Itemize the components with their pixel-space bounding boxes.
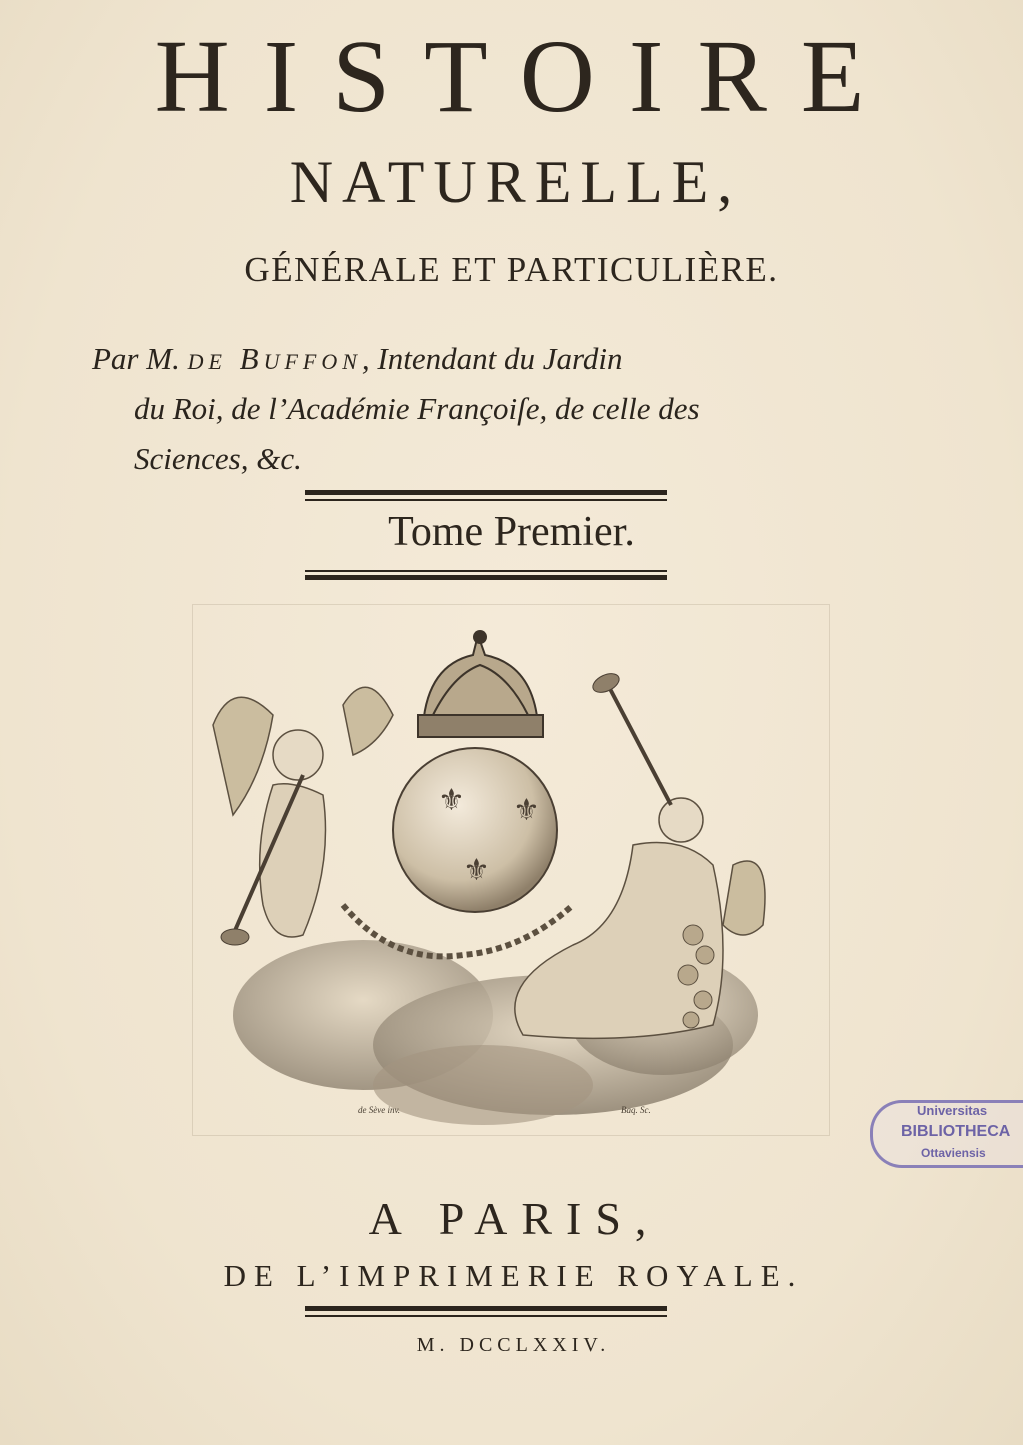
- library-stamp: [870, 1100, 1023, 1168]
- imprint-printer: DE L’IMPRIMERIE ROYALE.: [223, 1258, 804, 1293]
- imprint-year: M. DCCLXXIV.: [416, 1334, 611, 1356]
- double-rule-bottom-thick: [305, 575, 667, 580]
- double-rule-top-thin: [305, 499, 667, 501]
- engraver-signature-left: de Sève inv.: [358, 1105, 401, 1115]
- imprint-rule-thick: [305, 1306, 667, 1311]
- imprint-rule-thin: [305, 1315, 667, 1317]
- author-line-3: Sciences, &c.: [134, 441, 302, 476]
- title-generale: GÉNÉRALE ET PARTICULIÈRE.: [244, 250, 779, 289]
- stamp-line-2: BIBLIOTHECA: [901, 1123, 1011, 1140]
- author-name: de Buffon: [187, 341, 362, 376]
- imprint-city: A PARIS,: [368, 1193, 661, 1244]
- fleur-de-lis-icon: ⚜: [463, 853, 490, 888]
- stamp-line-1: Universitas: [917, 1103, 988, 1118]
- left-cherub-with-trumpet: [213, 687, 393, 945]
- volume-label: Tome Premier.: [388, 509, 635, 555]
- vignette-illustration: [193, 605, 829, 1135]
- author-title: , Intendant du Jardin: [361, 341, 623, 376]
- author-by: Par: [92, 341, 139, 376]
- double-rule-bottom-thin: [305, 570, 667, 572]
- stamp-line-3: Ottaviensis: [921, 1146, 986, 1160]
- fleur-de-lis-icon: ⚜: [513, 793, 540, 828]
- author-line-2: du Roi, de l’Académie Françoiſe, de celle des: [134, 391, 700, 426]
- author-block: [92, 334, 892, 484]
- double-rule-top-thick: [305, 490, 667, 495]
- fleur-de-lis-icon: ⚜: [438, 783, 465, 818]
- title-naturelle: NATURELLE,: [289, 149, 742, 215]
- title-histoire: HISTOIRE: [154, 19, 899, 134]
- royal-crown: [418, 630, 543, 737]
- engraved-vignette: [192, 604, 830, 1136]
- author-m: M.: [146, 341, 180, 376]
- author-line-1: [92, 334, 892, 384]
- engraver-signature-right: Baq. Sc.: [621, 1105, 651, 1115]
